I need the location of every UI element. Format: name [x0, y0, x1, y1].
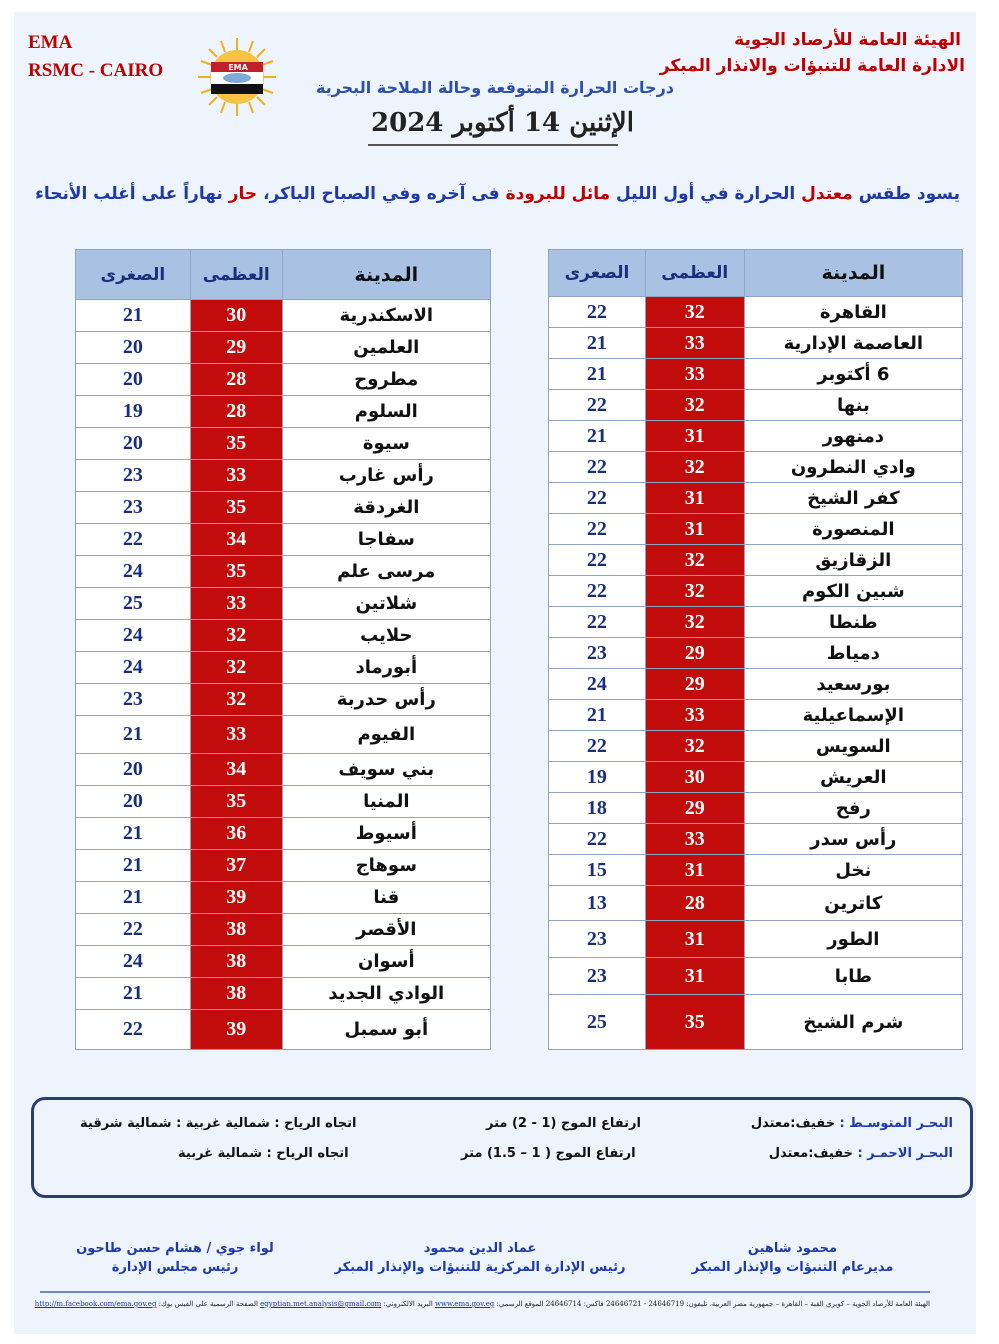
city-cell: الطور [744, 921, 962, 958]
city-cell: العلمين [282, 332, 490, 364]
table-row [76, 300, 491, 332]
table-row [76, 716, 491, 754]
forecast-part-2: الحرارة في أول الليل [610, 184, 802, 204]
forecast-word-cool: مائل للبرودة [505, 184, 611, 204]
max-temp-cell: 31 [645, 483, 744, 514]
table-row [549, 545, 963, 576]
logo-text: EMA [228, 63, 248, 72]
red-wave-height: ارتفاع الموج ( 1 – 1.5) متر [461, 1146, 636, 1161]
table-row [549, 514, 963, 545]
city-cell: 6 أكتوبر [744, 359, 962, 390]
min-temp-cell: 23 [549, 958, 646, 995]
city-cell: طنطا [744, 607, 962, 638]
min-temp-cell: 19 [76, 396, 191, 428]
table-row [76, 524, 491, 556]
right-cities-table [548, 249, 963, 1050]
table-row [549, 855, 963, 886]
max-temp-cell: 32 [645, 297, 744, 328]
min-temp-cell: 24 [76, 946, 191, 978]
table-row [76, 428, 491, 460]
city-cell: العاصمة الإدارية [744, 328, 962, 359]
bulletin-date: الإثنين 14 أكتوبر 2024 [371, 108, 634, 138]
footer-email-link[interactable]: egyptian.met.analysis@gmail.com [260, 1300, 382, 1308]
city-cell: رأس حدربة [282, 684, 490, 716]
table-row [549, 793, 963, 824]
city-cell: الفيوم [282, 716, 490, 754]
header-min: الصغرى [549, 250, 646, 297]
max-temp-cell: 33 [645, 700, 744, 731]
red-wind-direction: اتجاه الرياح : شمالية غربية [178, 1146, 349, 1161]
max-temp-cell: 28 [645, 886, 744, 921]
min-temp-cell: 21 [549, 359, 646, 390]
table-row [76, 754, 491, 786]
min-temp-cell: 22 [549, 483, 646, 514]
min-temp-cell: 22 [549, 514, 646, 545]
table-row [76, 556, 491, 588]
max-temp-cell: 34 [190, 754, 282, 786]
city-cell: وادي النطرون [744, 452, 962, 483]
city-cell: سوهاج [282, 850, 490, 882]
footer-email-label: البريد الالكتروني: [381, 1300, 436, 1308]
min-temp-cell: 25 [76, 588, 191, 620]
max-temp-cell: 32 [645, 731, 744, 762]
max-temp-cell: 32 [190, 684, 282, 716]
max-temp-cell: 35 [190, 428, 282, 460]
max-temp-cell: 35 [645, 995, 744, 1050]
city-cell: مرسى علم [282, 556, 490, 588]
header-city: المدينة [282, 250, 490, 300]
table-row [549, 731, 963, 762]
forecast-word-mild: معتدل [801, 184, 853, 204]
max-temp-cell: 33 [645, 328, 744, 359]
table-row [549, 359, 963, 390]
city-cell: رأس غارب [282, 460, 490, 492]
header-max: العظمى [645, 250, 744, 297]
min-temp-cell: 21 [76, 882, 191, 914]
table-row [76, 620, 491, 652]
max-temp-cell: 32 [645, 452, 744, 483]
city-cell: دمياط [744, 638, 962, 669]
city-cell: الأقصر [282, 914, 490, 946]
table-row [76, 364, 491, 396]
min-temp-cell: 20 [76, 754, 191, 786]
date-underline [368, 144, 618, 146]
min-temp-cell: 13 [549, 886, 646, 921]
city-cell: أبورماد [282, 652, 490, 684]
min-temp-cell: 22 [549, 576, 646, 607]
city-cell: سيوة [282, 428, 490, 460]
city-cell: رأس سدر [744, 824, 962, 855]
table-row [549, 762, 963, 793]
table-row [76, 882, 491, 914]
med-wave-height: ارتفاع الموج (1 - 2) متر [486, 1116, 641, 1131]
max-temp-cell: 29 [190, 332, 282, 364]
table-row [76, 396, 491, 428]
min-temp-cell: 22 [549, 607, 646, 638]
min-temp-cell: 21 [549, 421, 646, 452]
ema-label: EMA [28, 32, 73, 53]
max-temp-cell: 33 [190, 716, 282, 754]
city-cell: الاسكندرية [282, 300, 490, 332]
min-temp-cell: 22 [549, 545, 646, 576]
signature-title: رئيس الإدارة المركزية للتنبؤات والإنذار المبكر [334, 1260, 626, 1275]
footer-divider [40, 1291, 930, 1293]
table-row [76, 588, 491, 620]
city-cell: سفاجا [282, 524, 490, 556]
max-temp-cell: 32 [645, 576, 744, 607]
city-cell: قنا [282, 882, 490, 914]
city-cell: الزقازيق [744, 545, 962, 576]
min-temp-cell: 18 [549, 793, 646, 824]
med-sea-state [751, 1116, 953, 1131]
city-cell: حلايب [282, 620, 490, 652]
table-row [76, 332, 491, 364]
city-cell: شلاتين [282, 588, 490, 620]
table-row [549, 669, 963, 700]
forecast-part-3: فى آخره وفي الصباح الباكر، [257, 184, 506, 204]
min-temp-cell: 22 [549, 452, 646, 483]
table-row [549, 328, 963, 359]
max-temp-cell: 33 [190, 460, 282, 492]
table-row [549, 921, 963, 958]
max-temp-cell: 31 [645, 921, 744, 958]
min-temp-cell: 22 [549, 731, 646, 762]
table-row [549, 995, 963, 1050]
footer-contact [34, 1300, 930, 1308]
footer-facebook-label: الصفحة الرسمية على الفيس بوك: [156, 1300, 261, 1308]
min-temp-cell: 22 [76, 524, 191, 556]
city-cell: المنيا [282, 786, 490, 818]
table-row [549, 824, 963, 855]
max-temp-cell: 34 [190, 524, 282, 556]
table-row [549, 958, 963, 995]
max-temp-cell: 36 [190, 818, 282, 850]
min-temp-cell: 21 [76, 300, 191, 332]
max-temp-cell: 35 [190, 786, 282, 818]
max-temp-cell: 38 [190, 914, 282, 946]
min-temp-cell: 19 [549, 762, 646, 793]
max-temp-cell: 33 [645, 824, 744, 855]
signature-central-director [325, 1241, 635, 1275]
min-temp-cell: 20 [76, 428, 191, 460]
max-temp-cell: 37 [190, 850, 282, 882]
min-temp-cell: 20 [76, 786, 191, 818]
table-row [76, 818, 491, 850]
min-temp-cell: 23 [549, 921, 646, 958]
min-temp-cell: 22 [76, 1010, 191, 1050]
city-cell: دمنهور [744, 421, 962, 452]
min-temp-cell: 22 [76, 914, 191, 946]
rsmc-label: RSMC - CAIRO [28, 60, 164, 81]
min-temp-cell: 21 [549, 700, 646, 731]
table-row [76, 492, 491, 524]
left-cities-table [75, 249, 491, 1050]
max-temp-cell: 39 [190, 1010, 282, 1050]
min-temp-cell: 24 [76, 556, 191, 588]
red-sea-condition: خفيف:معتدل [768, 1146, 858, 1161]
table-row [549, 452, 963, 483]
table-row [76, 978, 491, 1010]
min-temp-cell: 23 [76, 460, 191, 492]
table-row [76, 786, 491, 818]
footer-website-link[interactable]: www.ema.gov.eg [435, 1300, 495, 1308]
max-temp-cell: 31 [645, 421, 744, 452]
city-cell: أبو سمبل [282, 1010, 490, 1050]
max-temp-cell: 35 [190, 556, 282, 588]
signature-forecast-director [680, 1241, 905, 1275]
table-row [76, 460, 491, 492]
max-temp-cell: 29 [645, 638, 744, 669]
max-temp-cell: 29 [645, 793, 744, 824]
max-temp-cell: 28 [190, 396, 282, 428]
table-row [76, 946, 491, 978]
city-cell: أسيوط [282, 818, 490, 850]
max-temp-cell: 39 [190, 882, 282, 914]
header-city: المدينة [744, 250, 962, 297]
min-temp-cell: 22 [549, 390, 646, 421]
forecast-part-1: يسود طقس [852, 184, 960, 204]
red-sea-state [769, 1146, 953, 1161]
bulletin-subtitle: درجات الحرارة المتوقعة وحالة الملاحة البحرية [315, 78, 674, 97]
min-temp-cell: 21 [549, 328, 646, 359]
min-temp-cell: 24 [76, 620, 191, 652]
max-temp-cell: 28 [190, 364, 282, 396]
city-cell: مطروح [282, 364, 490, 396]
city-cell: الغردقة [282, 492, 490, 524]
header-max: العظمى [190, 250, 282, 300]
table-row [549, 483, 963, 514]
max-temp-cell: 30 [190, 300, 282, 332]
min-temp-cell: 20 [76, 364, 191, 396]
footer-facebook-link[interactable]: http://m.facebook.com/ema.gov.eg [34, 1300, 157, 1308]
med-wind-direction: اتجاه الرياح : شمالية غربية : شمالية شرقية [80, 1116, 357, 1131]
min-temp-cell: 21 [76, 850, 191, 882]
max-temp-cell: 35 [190, 492, 282, 524]
max-temp-cell: 32 [645, 390, 744, 421]
footer-address: الهيئة العامة للأرصاد الجوية – كوبري القبة – القاهرة – جمهورية مصر العربية، تليفون: 24646719 - 24646721 فاكس: 24646714 الموقع الرسمي: [494, 1300, 930, 1308]
city-cell: السويس [744, 731, 962, 762]
max-temp-cell: 31 [645, 855, 744, 886]
max-temp-cell: 32 [645, 607, 744, 638]
med-sea-condition: خفيف:معتدل [750, 1116, 840, 1131]
org-name: الهيئة العامة للأرصاد الجوية [734, 30, 961, 50]
min-temp-cell: 21 [76, 818, 191, 850]
min-temp-cell: 25 [549, 995, 646, 1050]
table-row [549, 576, 963, 607]
table-row [76, 914, 491, 946]
department-name: الادارة العامة للتنبؤات والانذار المبكر [659, 56, 965, 76]
signature-name: محمود شاهين [747, 1241, 838, 1256]
min-temp-cell: 21 [76, 716, 191, 754]
city-cell: شبين الكوم [744, 576, 962, 607]
min-temp-cell: 21 [76, 978, 191, 1010]
table-row [76, 652, 491, 684]
red-sea-label: البحـر الاحمـر : [857, 1146, 953, 1161]
table-row [76, 1010, 491, 1050]
city-cell: رفح [744, 793, 962, 824]
min-temp-cell: 24 [76, 652, 191, 684]
max-temp-cell: 30 [645, 762, 744, 793]
forecast-summary [35, 184, 960, 204]
table-row [76, 850, 491, 882]
signature-name: عماد الدين محمود [423, 1241, 537, 1256]
min-temp-cell: 24 [549, 669, 646, 700]
max-temp-cell: 38 [190, 946, 282, 978]
max-temp-cell: 29 [645, 669, 744, 700]
city-cell: الإسماعيلية [744, 700, 962, 731]
med-sea-label: البحـر المتوسـط : [839, 1116, 953, 1131]
city-cell: السلوم [282, 396, 490, 428]
min-temp-cell: 23 [549, 638, 646, 669]
ema-logo [196, 36, 278, 118]
city-cell: المنصورة [744, 514, 962, 545]
table-row [76, 684, 491, 716]
max-temp-cell: 33 [645, 359, 744, 390]
table-row [549, 700, 963, 731]
max-temp-cell: 31 [645, 958, 744, 995]
table-row [549, 607, 963, 638]
max-temp-cell: 32 [190, 620, 282, 652]
city-cell: بنها [744, 390, 962, 421]
city-cell: القاهرة [744, 297, 962, 328]
table-row [549, 886, 963, 921]
city-cell: بورسعيد [744, 669, 962, 700]
signature-chairman [50, 1241, 300, 1275]
max-temp-cell: 31 [645, 514, 744, 545]
city-cell: كفر الشيخ [744, 483, 962, 514]
min-temp-cell: 20 [76, 332, 191, 364]
min-temp-cell: 22 [549, 824, 646, 855]
min-temp-cell: 23 [76, 684, 191, 716]
city-cell: كاترين [744, 886, 962, 921]
max-temp-cell: 38 [190, 978, 282, 1010]
forecast-part-4: نهاراً على أغلب الأنحاء [35, 184, 229, 204]
city-cell: شرم الشيخ [744, 995, 962, 1050]
table-row [549, 390, 963, 421]
min-temp-cell: 22 [549, 297, 646, 328]
table-row [549, 297, 963, 328]
city-cell: أسوان [282, 946, 490, 978]
min-temp-cell: 15 [549, 855, 646, 886]
city-cell: العريش [744, 762, 962, 793]
city-cell: الوادي الجديد [282, 978, 490, 1010]
min-temp-cell: 23 [76, 492, 191, 524]
max-temp-cell: 32 [645, 545, 744, 576]
table-row [549, 638, 963, 669]
signature-title: رئيس مجلس الإدارة [111, 1260, 239, 1275]
signature-title: مديرعام التنبؤات والإنذار المبكر [691, 1260, 894, 1275]
city-cell: بني سويف [282, 754, 490, 786]
table-row [549, 421, 963, 452]
city-cell: طابا [744, 958, 962, 995]
header-min: الصغرى [76, 250, 191, 300]
signature-name: لواء جوي / هشام حسن طاحون [76, 1241, 274, 1256]
city-cell: نخل [744, 855, 962, 886]
max-temp-cell: 33 [190, 588, 282, 620]
max-temp-cell: 32 [190, 652, 282, 684]
forecast-word-hot: حار [228, 184, 258, 204]
